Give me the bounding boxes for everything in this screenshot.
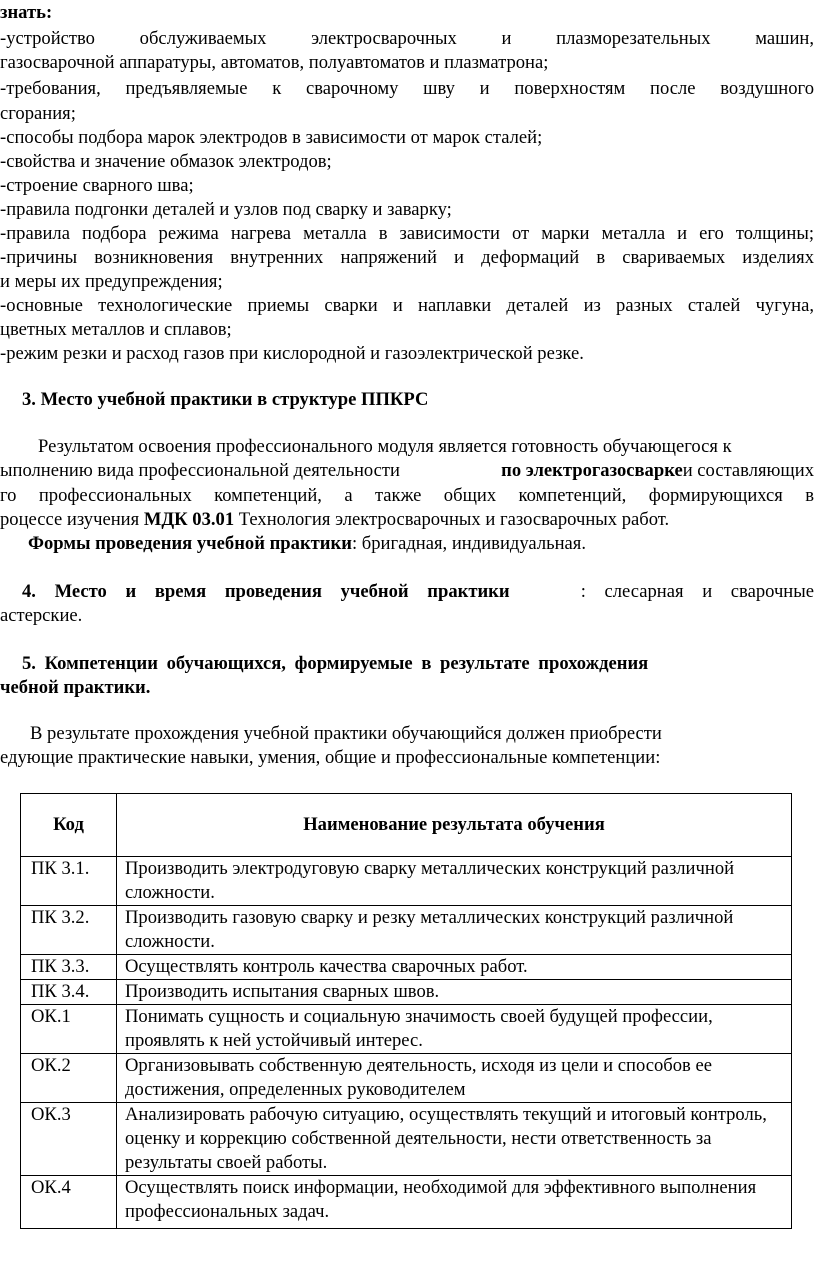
know-item: газосварочной аппаратуры, автоматов, полуавтоматов и плазматрона; (0, 52, 549, 73)
text-run: Технология электросварочных и газосварочных работ. (234, 509, 670, 530)
table-row (21, 955, 792, 980)
know-item: -способы подбора марок электродов в зависимости от марок сталей; (0, 127, 543, 148)
know-item: сгорания; (0, 103, 76, 124)
result-cell: Производить газовую сварку и резку металлических конструкций различной сложности. (117, 906, 792, 955)
section4-value: : слесарная и сварочные (580, 581, 814, 602)
section3-paragraph-line (0, 459, 814, 483)
section5-intro: едующие практические навыки, умения, общие и профессиональные компетенции: (0, 747, 661, 768)
know-item: -устройство обслуживаемых электросварочных и плазморезательных машин, (0, 28, 814, 49)
result-cell: Осуществлять поиск информации, необходимой для эффективного выполнения профессиональных задач. (117, 1176, 792, 1229)
section3-heading: 3. Место учебной практики в структуре ППКРС (22, 389, 429, 410)
table-row (21, 1054, 792, 1103)
code-cell: ПК 3.1. (21, 857, 117, 906)
competencies-table (20, 793, 792, 1229)
forms-label: Формы проведения учебной практики (28, 533, 352, 554)
result-cell: Организовывать собственную деятельность, исходя из цели и способов ее достижения, определенных руководителем (117, 1054, 792, 1103)
section3-paragraph-line: Результатом освоения профессионального модуля является готовность обучающегося к (38, 436, 732, 457)
activity-name: по электрогазосварке (501, 460, 683, 481)
know-item: -требования, предъявляемые к сварочному шву и поверхностям после воздушного (0, 78, 814, 99)
know-item: -свойства и значение обмазок электродов; (0, 151, 332, 172)
know-item: цветных металлов и сплавов; (0, 319, 232, 340)
table-row (21, 1005, 792, 1054)
code-cell: ПК 3.4. (21, 980, 117, 1005)
forms-line (28, 532, 586, 556)
result-cell: Понимать сущность и социальную значимость своей будущей профессии, проявлять к ней устойчивый интерес. (117, 1005, 792, 1054)
know-item: -режим резки и расход газов при кислородной и газоэлектрической резке. (0, 343, 584, 364)
text-run: ыполнению вида профессиональной деятельности (0, 460, 400, 481)
section4-value-cont: астерские. (0, 605, 83, 626)
know-item: -строение сварного шва; (0, 175, 194, 196)
table-row (21, 1103, 792, 1176)
code-cell: ОК.1 (21, 1005, 117, 1054)
section4-line (22, 580, 814, 604)
text-run: роцессе изучения (0, 509, 144, 530)
know-item: -правила подгонки деталей и узлов под сварку и заварку; (0, 199, 452, 220)
code-cell: ПК 3.2. (21, 906, 117, 955)
forms-value: : бригадная, индивидуальная. (351, 533, 586, 554)
section5-heading-cont: чебной практики. (0, 677, 151, 698)
result-cell: Производить электродуговую сварку металлических конструкций различной сложности. (117, 857, 792, 906)
code-cell: ОК.4 (21, 1176, 117, 1229)
know-item: -основные технологические приемы сварки и наплавки деталей из разных сталей чугуна, (0, 295, 814, 316)
table-row (21, 1176, 792, 1229)
section3-paragraph-line (0, 508, 669, 532)
know-item: -правила подбора режима нагрева металла в зависимости от марки металла и его толщины; (0, 223, 814, 244)
table-header-row (21, 794, 792, 857)
know-item: и меры их предупреждения; (0, 271, 223, 292)
section5-intro: В результате прохождения учебной практики обучающийся должен приобрести (30, 723, 662, 744)
section5-heading: 5. Компетенции обучающихся, формируемые в результате прохождения (22, 653, 649, 674)
header-result: Наименование результата обучения (117, 794, 792, 857)
know-item: -причины возникновения внутренних напряжений и деформаций в свариваемых изделиях (0, 247, 814, 268)
text-run: и составляющих (682, 460, 814, 481)
result-cell: Осуществлять контроль качества сварочных работ. (117, 955, 792, 980)
table-row (21, 980, 792, 1005)
result-cell: Производить испытания сварных швов. (117, 980, 792, 1005)
code-cell: ОК.3 (21, 1103, 117, 1176)
code-cell: ОК.2 (21, 1054, 117, 1103)
section3-paragraph-line: го профессиональных компетенций, а также общих компетенций, формирующихся в (0, 485, 814, 506)
table-row (21, 857, 792, 906)
result-cell: Анализировать рабочую ситуацию, осуществлять текущий и итоговый контроль, оценку и коррекцию собственной деятельности, нести ответственность за результаты своей работы. (117, 1103, 792, 1176)
table-row (21, 906, 792, 955)
course-code: МДК 03.01 (143, 509, 235, 530)
header-code: Код (21, 794, 117, 857)
know-heading: знать: (0, 2, 53, 23)
code-cell: ПК 3.3. (21, 955, 117, 980)
section4-heading: 4. Место и время проведения учебной практики (22, 581, 510, 602)
